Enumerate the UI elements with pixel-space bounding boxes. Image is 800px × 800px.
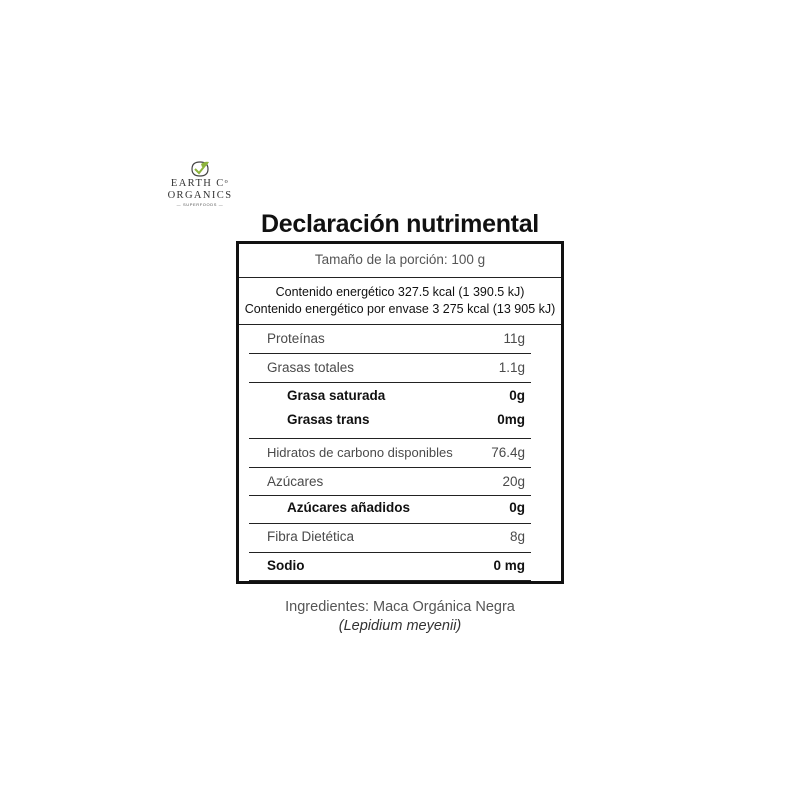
nutrient-name: Fibra Dietética [267,529,355,544]
nutrient-row-fibra [249,524,531,553]
nutrition-label [236,241,564,584]
energy-per-package: Contenido energético por envase 3 275 kcal (13 905 kJ) [244,302,556,316]
nutrient-value: 1.1g [498,360,525,375]
serving-size: Tamaño de la porción: 100 g [314,252,486,267]
nutrient-value: 0g [509,388,525,403]
nutrient-value: 20g [502,474,525,489]
nutrient-name: Azúcares [267,474,324,489]
leaf-check-icon [189,160,211,178]
nutrient-row-proteinas [249,325,531,354]
nutrient-row-hidratos [249,439,531,468]
nutrient-row-azucares-anadidos [249,496,531,524]
nutrient-row-grasas-trans [249,408,531,439]
nutrient-name: Grasa saturada [287,388,386,403]
nutrient-value: 0 mg [493,558,525,573]
nutrient-row-grasa-saturada [249,383,531,408]
nutrient-value: 0mg [497,412,525,427]
brand-name-line1: EARTH Cᵒ [170,178,230,189]
nutrient-name: Hidratos de carbono disponibles [267,445,453,460]
nutrient-value: 11g [503,331,525,346]
ingredients-block [200,598,600,636]
nutrient-row-grasas-totales [249,354,531,383]
nutrient-name: Grasas totales [267,360,355,375]
ingredients-scientific-name: (Lepidium meyenii) [338,618,462,634]
nutrient-value: 8g [509,529,525,544]
energy-row [239,278,561,325]
nutrient-name: Sodio [267,558,305,573]
nutrient-name: Azúcares añadidos [287,500,411,515]
nutrient-name: Grasas trans [287,412,370,427]
label-title: Declaración nutrimental [261,210,539,238]
energy-content: Contenido energético 327.5 kcal (1 390.5 kJ) [275,285,525,299]
brand-logo [162,160,238,208]
brand-tagline: — SUPERFOODS — [176,202,224,207]
brand-name-line2: ORGANICS [167,190,233,201]
nutrient-value: 0g [509,500,525,515]
nutrient-name: Proteínas [267,331,325,346]
nutrient-row-sodio [249,553,531,581]
serving-size-row [239,244,561,278]
nutrient-row-azucares [249,468,531,496]
ingredients-text: Ingredientes: Maca Orgánica Negra [285,599,515,615]
nutrient-value: 76.4g [491,445,525,460]
